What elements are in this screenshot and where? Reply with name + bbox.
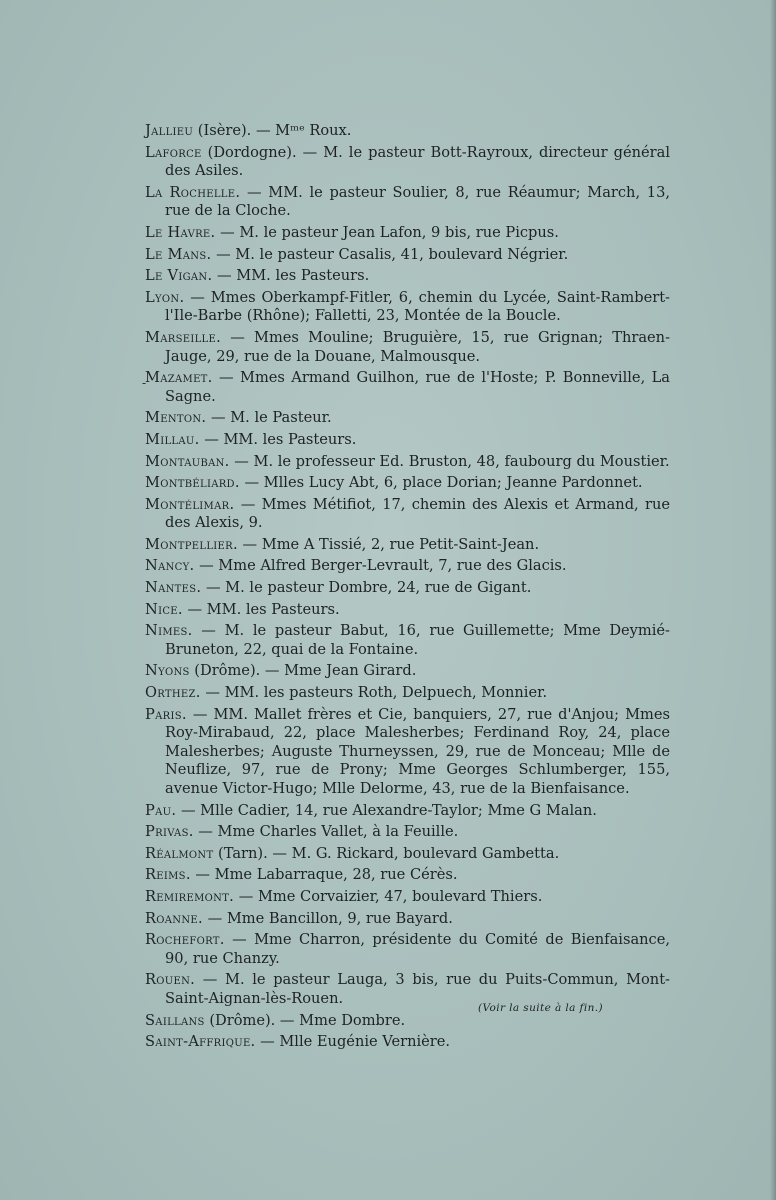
entry-text: — MM. les Pasteurs. [182, 600, 340, 618]
entry-text: — M. le pasteur Casalis, 41, boulevard Négrier. [211, 245, 569, 263]
place-name: Millau. [145, 430, 200, 448]
place-name: Jallieu [145, 122, 194, 139]
entry-text: — M. le pasteur Dombre, 24, rue de Gigant. [201, 579, 532, 597]
place-name: Rouen. [145, 971, 196, 989]
page-edge-shadow [770, 0, 776, 1200]
entry-text: — Mme Charron, présidente du Comité de Bienfaisance, 90, rue Chanzy. [165, 931, 670, 967]
list-item [145, 706, 670, 799]
place-name: Montpellier. [145, 535, 238, 553]
list-item [145, 866, 670, 885]
address-list [145, 122, 670, 1055]
place-name: Montauban. [145, 452, 230, 470]
place-name: Remiremont. [145, 887, 235, 905]
place-name: Nancy. [145, 557, 195, 575]
entry-text: — Mmes Métifiot, 17, chemin des Alexis et Armand, rue des Alexis, 9. [165, 495, 670, 532]
entry-text: — MM. les pasteurs Roth, Delpuech, Monnier. [200, 684, 548, 702]
list-item [145, 622, 670, 659]
list-item [145, 845, 670, 864]
place-name: Mazamet. [145, 369, 213, 387]
list-item [145, 369, 670, 406]
list-item [145, 289, 670, 326]
entry-text: — M. le pasteur Lauga, 3 bis, rue du Puits-Commun, Mont-Saint-Aignan-lès-Rouen. [165, 971, 670, 1007]
place-name: Réalmont [145, 844, 214, 862]
list-item [145, 224, 670, 243]
place-name: Roanne. [145, 909, 203, 927]
list-item [145, 888, 670, 907]
place-name: Rochefort. [145, 931, 225, 949]
list-item [145, 662, 670, 681]
entry-text: — MM. les Pasteurs. [212, 267, 370, 285]
place-name: Nice. [145, 600, 183, 618]
place-name: Saint-Affrique. [145, 1033, 256, 1051]
entry-text: (Tarn). — M. G. Rickard, boulevard Gambetta. [213, 844, 560, 862]
list-item [145, 579, 670, 598]
entry-text: (Dordogne). — M. le pasteur Bott-Rayroux, directeur général des Asiles. [165, 143, 670, 180]
place-name: Montélimar. [145, 495, 235, 513]
place-name: Paris. [145, 705, 187, 723]
entry-text: (Drôme). — Mme Dombre. [204, 1011, 406, 1029]
entry-text: — M. le Pasteur. [206, 409, 332, 427]
entry-text: — Mme Charles Vallet, à la Feuille. [193, 823, 459, 841]
entry-text: — Mme A Tissié, 2, rue Petit-Saint-Jean. [237, 535, 540, 553]
place-name: Marseille. [145, 328, 222, 346]
entry-text: — Mme Alfred Berger-Levrault, 7, rue des Glacis. [194, 557, 567, 575]
entry-text: — MM. les Pasteurs. [199, 430, 357, 448]
entry-text: — M. le professeur Ed. Bruston, 48, faubourg du Moustier. [229, 452, 670, 470]
place-name: Nimes. [145, 622, 193, 640]
list-item [145, 496, 670, 533]
list-item [145, 409, 670, 428]
entry-text: — Mlle Eugénie Vernière. [255, 1033, 451, 1051]
entry-text: — Mmes Oberkampf-Fitler, 6, chemin du Lycée, Saint-Rambert-l'Ile-Barbe (Rhône); Falletti, 23, Montée de la Boucle. [165, 288, 670, 325]
entry-text: — Mmes Mouline; Bruguière, 15, rue Grignan; Thraen-Jauge, 29, rue de la Douane, Malmousque. [165, 328, 670, 365]
entry-text: — Mmes Armand Guilhon, rue de l'Hoste; P. Bonneville, La Sagne. [165, 369, 670, 405]
place-name: Nantes. [145, 579, 202, 597]
list-item [145, 684, 670, 703]
entry-text: — M. le pasteur Babut, 16, rue Guillemette; Mme Deymié-Bruneton, 22, quai de la Fontaine. [165, 622, 670, 658]
entry-text: (Drôme). — Mme Jean Girard. [189, 662, 417, 680]
entry-text: — Mlles Lucy Abt, 6, place Dorian; Jeanne Pardonnet. [239, 474, 643, 492]
entry-text: (Isère). — Mᵐᵉ Roux. [193, 122, 352, 139]
place-name: Reims. [145, 866, 191, 884]
place-name: Laforce [145, 143, 202, 161]
entry-text: — MM. le pasteur Soulier, 8, rue Réaumur; March, 13, rue de la Cloche. [165, 183, 670, 220]
continuation-note: (Voir la suite à la fin.) [478, 1002, 603, 1014]
list-item [145, 329, 670, 366]
place-name: Saillans [145, 1011, 205, 1029]
list-item [145, 1033, 670, 1052]
list-item [145, 802, 670, 821]
list-item [145, 144, 670, 181]
entry-text: — M. le pasteur Jean Lafon, 9 bis, rue Picpus. [215, 223, 559, 241]
entry-text: — MM. Mallet frères et Cie, banquiers, 27, rue d'Anjou; Mmes Roy-Mirabaud, 22, place Malesherbes; Ferdinand Roy, 24, place Malesherbes; Auguste Thurneyssen, 29, rue de Monceau; Mlle de Neuflize, 97, rue de Prony; Mme Georges Schlumberger, 155, avenue Victor-Hugo; Mlle Delorme, 43, rue de la Bienfaisance. [165, 705, 670, 797]
list-item [145, 184, 670, 221]
place-name: Montbéliard. [145, 474, 240, 492]
place-name: La Rochelle. [145, 183, 241, 201]
entry-text: — Mme Labarraque, 28, rue Cérès. [190, 866, 458, 884]
place-name: Privas. [145, 823, 194, 841]
list-item [145, 1012, 670, 1031]
list-item [145, 431, 670, 450]
place-name: Le Havre. [145, 223, 216, 241]
list-item [145, 453, 670, 472]
list-item [145, 474, 670, 493]
list-item [145, 267, 670, 286]
list-item [145, 910, 670, 929]
place-name: Le Vigan. [145, 267, 213, 285]
list-item [145, 823, 670, 842]
list-item [145, 557, 670, 576]
list-item [145, 536, 670, 555]
list-item [145, 601, 670, 620]
stray-mark: - [142, 376, 147, 390]
place-name: Pau. [145, 801, 177, 819]
place-name: Nyons [145, 662, 190, 680]
entry-text: — Mme Bancillon, 9, rue Bayard. [202, 909, 453, 927]
entry-text: — Mme Corvaizier, 47, boulevard Thiers. [234, 887, 543, 905]
list-item [145, 122, 670, 141]
place-name: Orthez. [145, 684, 201, 702]
place-name: Le Mans. [145, 245, 212, 263]
list-item [145, 246, 670, 265]
place-name: Lyon. [145, 288, 185, 306]
list-item [145, 931, 670, 968]
place-name: Menton. [145, 409, 207, 427]
entry-text: — Mlle Cadier, 14, rue Alexandre-Taylor; Mme G Malan. [176, 801, 597, 819]
